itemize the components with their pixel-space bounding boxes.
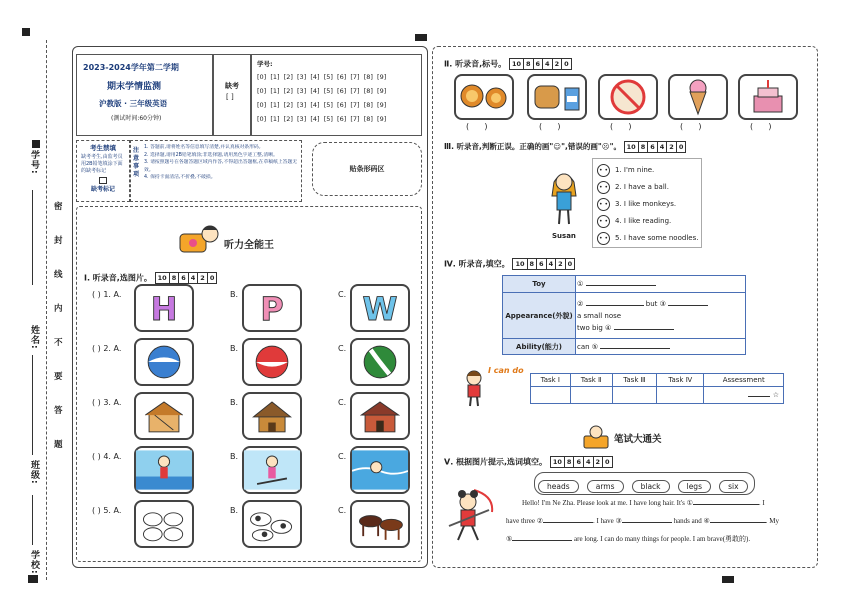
sentence-text: 5. I have some noodles. — [615, 234, 699, 242]
class-label: 班级: — [29, 460, 39, 485]
option-letter: C. — [338, 398, 347, 407]
word-chip: arms — [587, 480, 624, 493]
sentence-text: 1. I'm nine. — [615, 166, 655, 174]
section3-title: Ⅲ. 听录音,判断正误。正确的画"☺",错误的画"☹"。 10 8 6 4 2 0 — [444, 141, 686, 153]
score-box: 10 8 6 4 2 0 — [155, 272, 218, 284]
seal-line — [46, 40, 47, 580]
word-bank — [534, 472, 755, 495]
option-picture-house-brick[interactable] — [350, 392, 410, 440]
passage: Hello! I'm Ne Zha. Please look at me. I have long hair. It's ① . I have three ② . I have ③ hands and ④ . My ⑤ are long. I can do many things for people. I am brave(勇敢的). — [506, 499, 780, 543]
digit-row[interactable]: [0] [1] [2] [3] [4] [5] [6] [7] [8] [9] — [257, 115, 387, 123]
option-letter: B. — [230, 344, 239, 353]
corner-mark — [22, 28, 30, 36]
student-no-label: 学号: — [29, 150, 39, 175]
seal-text: 密 封 线 内 不 要 答 题 — [54, 202, 63, 450]
task-cell[interactable] — [570, 387, 612, 404]
rule-item: 1. 答题前,请将姓名等信息填写清楚,并认真核对条形码。 — [144, 145, 264, 150]
sentence-box — [592, 158, 702, 248]
ability-blank[interactable]: can ⑤ — [576, 339, 746, 355]
option-letter: B. — [230, 452, 239, 461]
row-label: Ability(能力) — [503, 339, 576, 355]
toy-blank[interactable]: ① — [576, 276, 746, 293]
answer-blank[interactable]: ( ) — [680, 122, 702, 131]
option-picture-skating[interactable] — [134, 446, 194, 494]
option-letter: C. — [338, 506, 347, 515]
listening-banner-icon — [178, 224, 220, 256]
task-header: Task Ⅱ — [570, 374, 612, 387]
word-chip: heads — [538, 480, 579, 493]
writing-banner-icon — [582, 424, 612, 450]
row-label: Appearance(外貌) — [503, 293, 576, 339]
sentence-text: 2. I have a ball. — [615, 183, 669, 191]
edition: 沪教版 · 三年级英语 — [99, 99, 168, 108]
option-letter: C. — [338, 290, 347, 299]
judge-item[interactable] — [597, 213, 701, 230]
option-picture-swimming[interactable] — [350, 446, 410, 494]
barcode-area — [312, 142, 422, 196]
field-line — [32, 355, 33, 455]
word-chip: legs — [678, 480, 711, 493]
option-picture-cows[interactable] — [242, 500, 302, 548]
notice-text: 缺考考生,由监考员用2B铅笔填涂下面的缺考标记 — [81, 154, 123, 174]
section1-title: Ⅰ. 听录音,选图片。 10 8 6 4 2 0 — [84, 272, 217, 284]
word-chip: six — [719, 480, 747, 493]
test-time: (测试时间:60分钟) — [111, 115, 162, 122]
barcode-label: 贴条形码区 — [349, 165, 385, 173]
absent-checkbox[interactable]: [ ] — [226, 93, 234, 101]
absent-label: 缺考 — [225, 82, 239, 90]
task-cell[interactable] — [531, 387, 571, 404]
picture-no-sign[interactable] — [598, 74, 658, 120]
name-label: 姓名: — [29, 325, 39, 350]
corner-mark — [415, 34, 427, 41]
face-circle-icon[interactable]: • • — [597, 164, 610, 177]
picture-lions[interactable] — [454, 74, 514, 120]
sentence-text: 3. I like monkeys. — [615, 200, 677, 208]
rules-box — [130, 140, 302, 202]
row-label: Toy — [503, 276, 576, 293]
answer-blank[interactable]: ( ) — [539, 122, 561, 131]
svg-text:H: H — [150, 292, 178, 329]
task-header: Task Ⅳ — [657, 374, 704, 387]
listening-banner: 听力全能王 — [224, 240, 274, 251]
option-letter: B. — [230, 290, 239, 299]
judge-item[interactable] — [597, 230, 701, 247]
face-circle-icon[interactable]: • • — [597, 232, 610, 245]
rule-item: 4. 保持卡面清洁,不折叠,不破损。 — [144, 175, 216, 180]
appearance-blanks[interactable]: ② but ③ a small nose two big ④ — [576, 293, 746, 339]
absent-mark-box[interactable] — [99, 177, 107, 184]
info-table — [502, 275, 746, 355]
blank-5[interactable] — [512, 540, 572, 541]
title-box — [76, 54, 214, 136]
option-picture-house-broken[interactable] — [134, 392, 194, 440]
task-cell[interactable] — [612, 387, 656, 404]
task-header: Task Ⅲ — [612, 374, 656, 387]
face-circle-icon[interactable]: • • — [597, 198, 610, 211]
option-picture-P[interactable] — [242, 284, 302, 332]
field-line — [32, 190, 33, 285]
digit-row[interactable]: [0] [1] [2] [3] [4] [5] [6] [7] [8] [9] — [257, 87, 387, 95]
binding-margin — [20, 40, 70, 580]
digit-row[interactable]: [0] [1] [2] [3] [4] [5] [6] [7] [8] [9] — [257, 73, 387, 81]
rule-item: 2. 选择题,请用2B铅笔填涂;非选择题,请用黑色字迹工整,清晰。 — [144, 152, 278, 158]
notice-box — [76, 140, 130, 202]
absent-box — [212, 54, 252, 136]
student-no-title: 学号: — [257, 60, 273, 68]
nezha-figure — [444, 486, 500, 544]
word-chip: black — [632, 480, 670, 493]
picture-bread-milk[interactable] — [527, 74, 587, 120]
absent-mark-label: 缺考标记 — [90, 186, 115, 193]
judge-item[interactable] — [597, 162, 701, 179]
task-table — [530, 373, 784, 404]
susan-figure — [546, 168, 582, 230]
picture-cake[interactable] — [738, 74, 798, 120]
option-picture-ball-blue[interactable] — [134, 338, 194, 386]
answer-blank[interactable]: ( ) — [466, 122, 488, 131]
judge-item[interactable] — [597, 179, 701, 196]
blank-1[interactable] — [693, 504, 759, 505]
option-letter: C. — [338, 452, 347, 461]
question-number[interactable]: ( ) 1. A. — [92, 290, 122, 299]
blank-4[interactable] — [710, 522, 766, 523]
exam-title: 期末学情监测 — [107, 82, 162, 92]
option-picture-ball-green[interactable] — [350, 338, 410, 386]
assessment-cell[interactable]: ☆ — [704, 387, 784, 404]
option-picture-horses[interactable] — [350, 500, 410, 548]
question-number[interactable]: ( ) 2. A. — [92, 344, 122, 353]
option-picture-house[interactable] — [242, 392, 302, 440]
judge-item[interactable] — [597, 196, 701, 213]
option-picture-W[interactable] — [350, 284, 410, 332]
blank-3[interactable] — [622, 522, 672, 523]
question-number[interactable]: ( ) 3. A. — [92, 398, 122, 407]
sentence-text: 4. I like reading. — [615, 217, 672, 225]
picture-ice-cream[interactable] — [668, 74, 728, 120]
susan-label: Susan — [552, 232, 576, 240]
question-number[interactable]: ( ) 4. A. — [92, 452, 122, 461]
task-cell[interactable] — [657, 387, 704, 404]
option-letter: B. — [230, 398, 239, 407]
task-header: Assessment — [704, 374, 784, 387]
section5-title: Ⅴ. 根据图片提示,选词填空。 10 8 6 4 2 0 — [444, 456, 613, 468]
blank-2[interactable] — [543, 522, 593, 523]
question-number[interactable]: ( ) 5. A. — [92, 506, 122, 515]
section4-title: Ⅳ. 听录音,填空。 10 8 6 4 2 0 — [444, 258, 575, 270]
face-circle-icon[interactable]: • • — [597, 215, 610, 228]
i-can-do-label: I can do — [488, 366, 524, 375]
option-letter: C. — [338, 344, 347, 353]
answer-blank[interactable]: ( ) — [750, 122, 772, 131]
answer-blank[interactable]: ( ) — [610, 122, 632, 131]
rule-item: 3. 请按照题号在各题答题区域内作答,不得超出答题框,在草稿纸上答题无效。 — [144, 160, 298, 173]
field-line — [32, 495, 33, 545]
rules-title: 注意事项 — [133, 147, 140, 178]
option-letter: B. — [230, 506, 239, 515]
school-label: 学校: — [29, 550, 39, 575]
option-picture-ball-red[interactable] — [242, 338, 302, 386]
option-picture-skiing[interactable] — [242, 446, 302, 494]
svg-text:P: P — [260, 292, 284, 329]
option-picture-sheep[interactable] — [134, 500, 194, 548]
svg-text:W: W — [362, 292, 398, 329]
digit-row[interactable]: [0] [1] [2] [3] [4] [5] [6] [7] [8] [9] — [257, 101, 387, 109]
writing-banner: 笔试大通关 — [614, 434, 662, 445]
student-no-grid — [250, 54, 422, 136]
corner-mark — [722, 576, 734, 583]
option-picture-H[interactable] — [134, 284, 194, 332]
notice-title: 考生禁填 — [90, 144, 116, 152]
section2-title: Ⅱ. 听录音,标号。 10 8 6 4 2 0 — [444, 58, 572, 70]
face-circle-icon[interactable]: • • — [597, 181, 610, 194]
year-title: 2023-2024学年第二学期 — [83, 63, 179, 72]
task-header: Task Ⅰ — [531, 374, 571, 387]
